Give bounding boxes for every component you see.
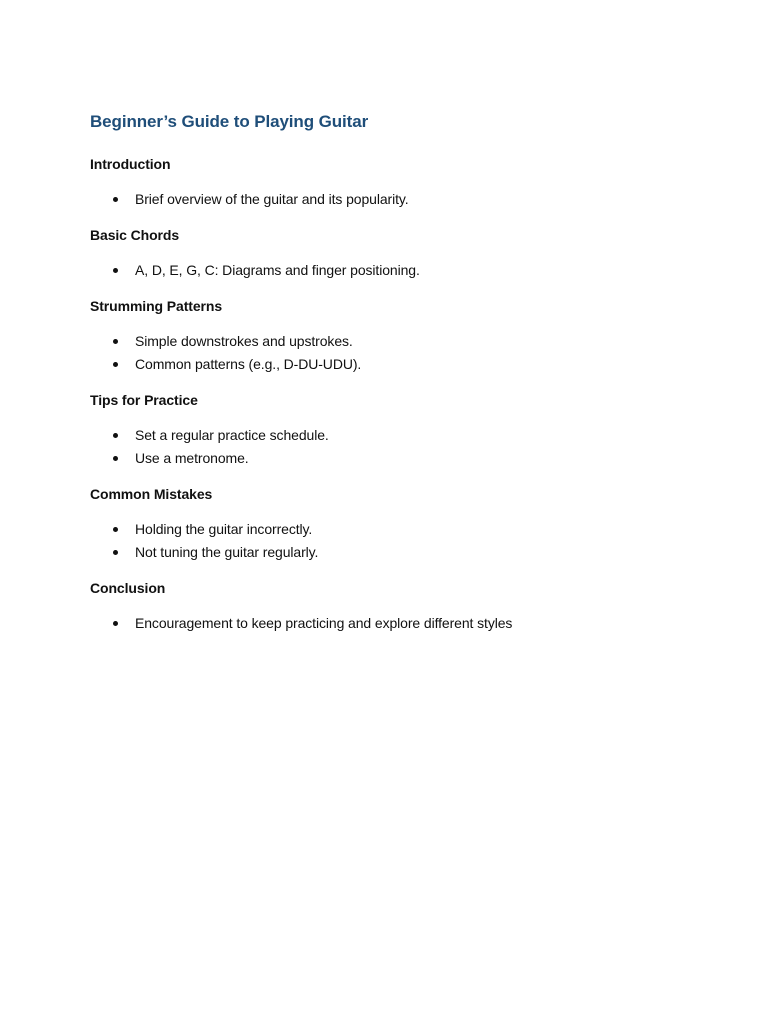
list-item — [90, 424, 690, 447]
section-strumming-patterns — [90, 297, 690, 376]
section-heading: Common Mistakes — [90, 486, 213, 502]
bullet-list — [90, 612, 690, 635]
bullet-list — [90, 518, 690, 564]
list-item-text: A, D, E, G, C: Diagrams and finger positioning. — [135, 262, 420, 278]
list-item-text: Not tuning the guitar regularly. — [135, 544, 319, 560]
list-item — [90, 353, 690, 376]
list-item-text: Brief overview of the guitar and its popularity. — [135, 191, 409, 207]
section-conclusion — [90, 579, 690, 635]
list-item — [90, 259, 690, 282]
bullet-icon — [113, 268, 118, 273]
bullet-icon — [113, 433, 118, 438]
document-title: Beginner’s Guide to Playing Guitar — [90, 112, 369, 131]
list-item-text: Encouragement to keep practicing and explore different styles — [135, 615, 513, 631]
list-item-text: Common patterns (e.g., D-DU-UDU). — [135, 356, 362, 372]
document-body — [90, 111, 690, 635]
bullet-list — [90, 188, 690, 211]
section-heading: Strumming Patterns — [90, 298, 222, 314]
section-heading: Introduction — [90, 156, 171, 172]
list-item — [90, 330, 690, 353]
list-item — [90, 518, 690, 541]
section-introduction — [90, 155, 690, 211]
bullet-icon — [113, 456, 118, 461]
bullet-icon — [113, 550, 118, 555]
list-item — [90, 447, 690, 470]
section-tips-for-practice — [90, 391, 690, 470]
section-common-mistakes — [90, 485, 690, 564]
section-basic-chords — [90, 226, 690, 282]
bullet-icon — [113, 362, 118, 367]
bullet-list — [90, 330, 690, 376]
list-item-text: Simple downstrokes and upstrokes. — [135, 333, 353, 349]
bullet-icon — [113, 527, 118, 532]
list-item-text: Set a regular practice schedule. — [135, 427, 329, 443]
bullet-list — [90, 259, 690, 282]
list-item-text: Use a metronome. — [135, 450, 249, 466]
bullet-icon — [113, 621, 118, 626]
list-item — [90, 188, 690, 211]
list-item — [90, 612, 690, 635]
section-heading: Basic Chords — [90, 227, 180, 243]
list-item-text: Holding the guitar incorrectly. — [135, 521, 313, 537]
bullet-icon — [113, 339, 118, 344]
list-item — [90, 541, 690, 564]
section-heading: Conclusion — [90, 580, 166, 596]
bullet-list — [90, 424, 690, 470]
bullet-icon — [113, 197, 118, 202]
section-heading: Tips for Practice — [90, 392, 198, 408]
